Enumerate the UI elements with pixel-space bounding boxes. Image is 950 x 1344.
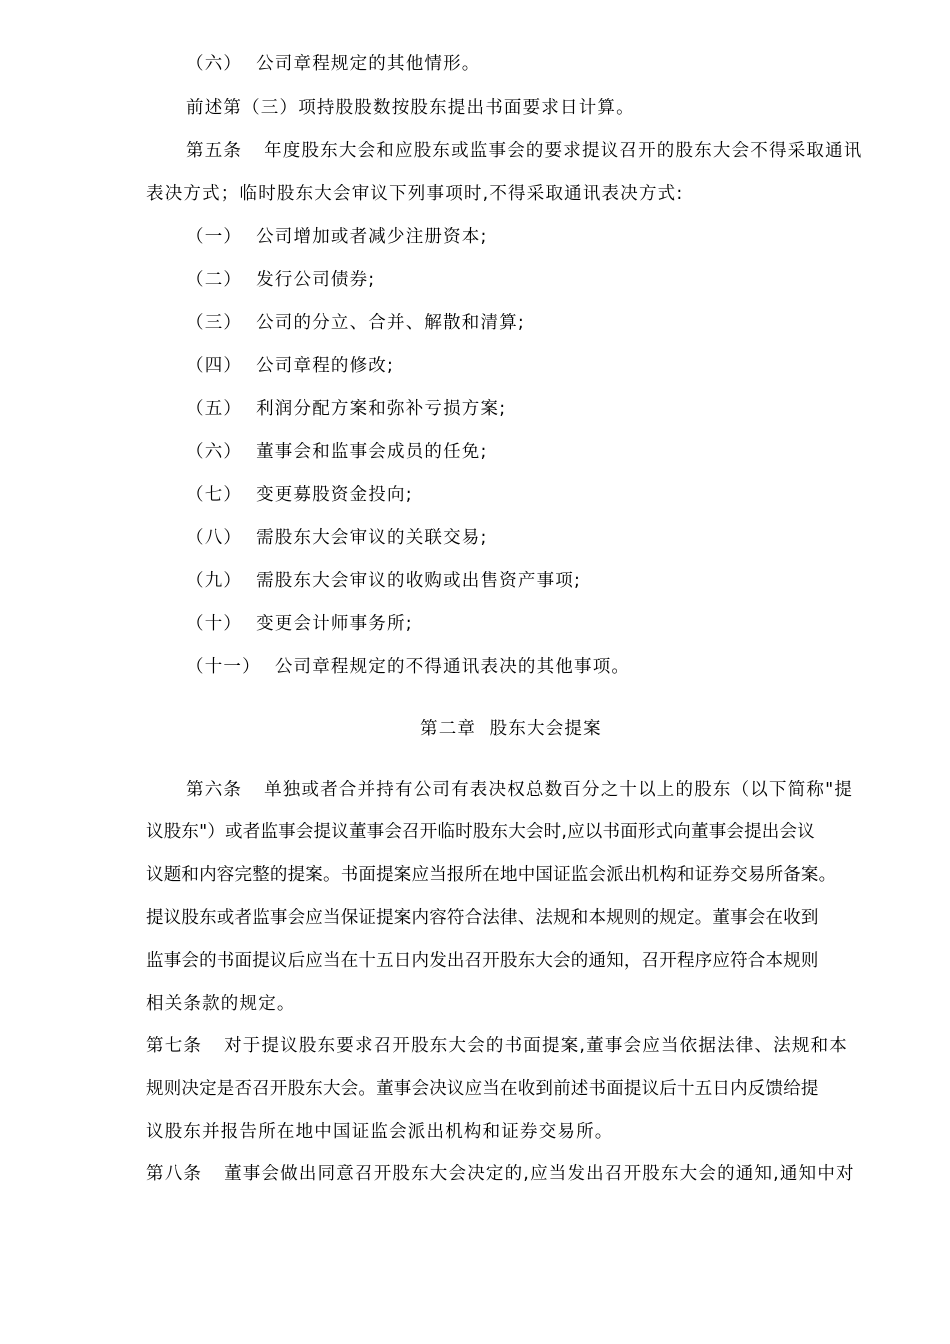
- item-text: 董事会和监事会成员的任免;: [256, 442, 488, 462]
- item-label: （一）: [186, 227, 243, 247]
- list-item: [186, 354, 394, 378]
- list-item: [186, 612, 413, 636]
- item-label: （二）: [186, 270, 243, 290]
- item-label: （十）: [186, 614, 243, 634]
- item-label: （六）: [186, 442, 243, 462]
- item-text: 发行公司债券;: [256, 270, 376, 290]
- article-8-label: 第八条: [146, 1164, 203, 1184]
- list-item: [186, 268, 375, 292]
- list-item: [186, 569, 581, 593]
- article-7-line-3: 议股东并报告所在地中国证监会派出机构和证券交易所。: [146, 1122, 614, 1142]
- article-7-line-1: [146, 1034, 848, 1058]
- item-label: （三）: [186, 313, 243, 333]
- list-item: [186, 397, 506, 421]
- article-6-label: 第六条: [186, 780, 243, 800]
- article-5-line-1: [186, 139, 863, 163]
- item-label: （十一）: [186, 657, 261, 677]
- item-text: 公司章程规定的其他情形。: [256, 54, 481, 74]
- continuation-item-6: [186, 52, 481, 76]
- article-6-line-2: 议股东"）或者监事会提议董事会召开临时股东大会时,应以书面形式向董事会提出会议: [146, 822, 815, 842]
- item-label: （九）: [186, 571, 243, 591]
- article-6-line-6: 相关条款的规定。: [146, 994, 296, 1014]
- article-5-text: 年度股东大会和应股东或监事会的要求提议召开的股东大会不得采取通讯: [264, 141, 863, 161]
- article-5-line-2: 表决方式；临时股东大会审议下列事项时,不得采取通讯表决方式:: [146, 184, 684, 204]
- article-6-text: 单独或者合并持有公司有表决权总数百分之十以上的股东（以下简称"提: [264, 780, 854, 800]
- item-text: 公司的分立、合并、解散和清算;: [256, 313, 526, 333]
- item-text: 变更募股资金投向;: [256, 485, 413, 505]
- item-label: （六）: [186, 54, 243, 74]
- item-label: （五）: [186, 399, 243, 419]
- item-text: 需股东大会审议的关联交易;: [256, 528, 488, 548]
- chapter-heading: 第二章 股东大会提案: [420, 719, 602, 739]
- article-7-line-2: 规则决定是否召开股东大会。董事会决议应当在收到前述书面提议后十五日内反馈给提: [146, 1079, 819, 1099]
- article-5-label: 第五条: [186, 141, 243, 161]
- list-item: [186, 225, 488, 249]
- article-8-line-1: [146, 1162, 855, 1186]
- list-item: [186, 311, 525, 335]
- article-6-line-1: [186, 778, 853, 802]
- item-label: （八）: [186, 528, 243, 548]
- list-item: [186, 483, 413, 507]
- list-item: [186, 526, 488, 550]
- article-6-line-5: 监事会的书面提议后应当在十五日内发出召开股东大会的通知，召开程序应符合本规则: [146, 951, 819, 971]
- article-7-label: 第七条: [146, 1036, 203, 1056]
- item-text: 利润分配方案和弥补亏损方案;: [256, 399, 507, 419]
- continuation-note: 前述第（三）项持股股数按股东提出书面要求日计算。: [186, 98, 635, 118]
- item-text: 公司章程规定的不得通讯表决的其他事项。: [274, 657, 631, 677]
- article-7-text: 对于提议股东要求召开股东大会的书面提案,董事会应当依据法律、法规和本: [224, 1036, 848, 1056]
- item-label: （四）: [186, 356, 243, 376]
- list-item: [186, 440, 488, 464]
- item-text: 公司章程的修改;: [256, 356, 395, 376]
- article-6-line-3: 议题和内容完整的提案。书面提案应当报所在地中国证监会派出机构和证券交易所备案。: [146, 865, 837, 885]
- item-text: 公司增加或者减少注册资本;: [256, 227, 488, 247]
- item-label: （七）: [186, 485, 243, 505]
- item-text: 需股东大会审议的收购或出售资产事项;: [256, 571, 582, 591]
- article-8-text: 董事会做出同意召开股东大会决定的,应当发出召开股东大会的通知,通知中对: [224, 1164, 855, 1184]
- article-6-line-4: 提议股东或者监事会应当保证提案内容符合法律、法规和本规则的规定。董事会在收到: [146, 908, 819, 928]
- item-text: 变更会计师事务所;: [256, 614, 413, 634]
- list-item: [186, 655, 630, 679]
